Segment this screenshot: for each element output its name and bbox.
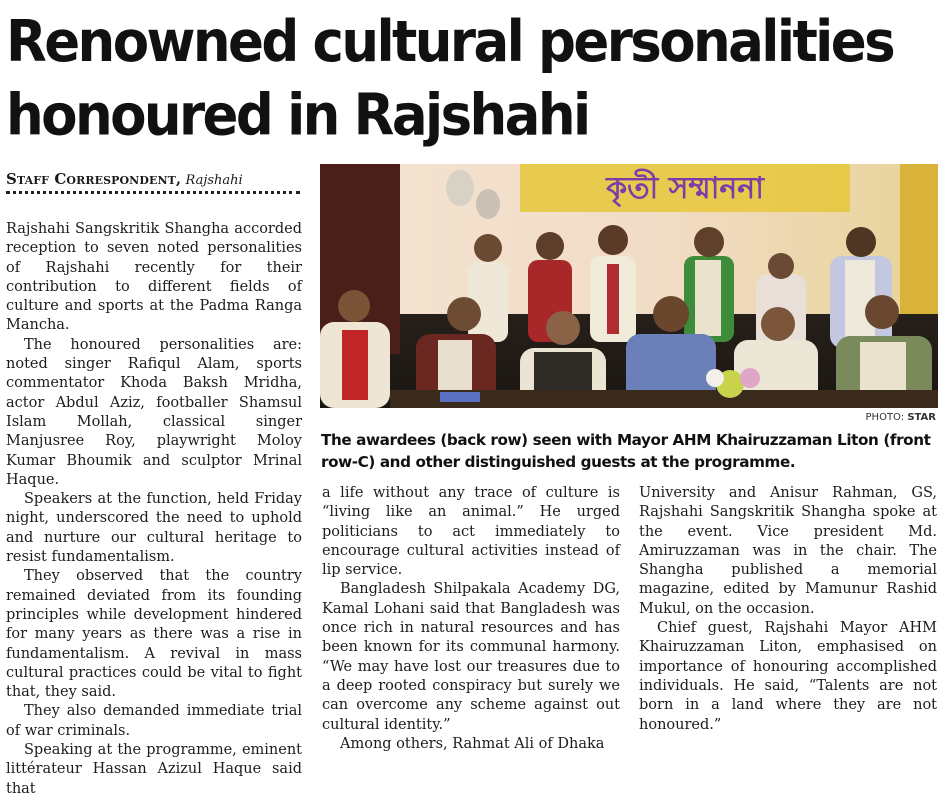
awardees-photo-illustration bbox=[320, 164, 938, 408]
paragraph: They observed that the country remained deviated from its founding principles while development hindered for many years as there was a rise in fundamentalism. A revival in mass cultural practices could be vital to fight that, they said. bbox=[6, 568, 302, 701]
column-2 bbox=[322, 484, 620, 752]
photo-credit-source: STAR bbox=[907, 412, 936, 423]
paragraph: Chief guest, Rajshahi Mayor AHM Khairuzzaman Liton, emphasised on importance of honouring accomplished individuals. He said, “Talents are not born in a land where they are not honoured.” bbox=[639, 620, 937, 733]
paragraph: Among others, Rahmat Ali of Dhaka bbox=[340, 735, 605, 752]
news-photo bbox=[320, 164, 938, 408]
paragraph: University and Anisur Rahman, GS, Rajshahi Sangskritik Shangha spoke at the event. Vice president Md. Amiruzzaman was in the chair. The Shangha published a memorial magazine, edited by Mamunur Rashid Mukul, on the occasion. bbox=[639, 485, 937, 617]
paragraph: The honoured personalities are: noted singer Rafiqul Alam, sports commentator Khoda Baksh Mridha, actor Abdul Aziz, footballer Shamsul Islam Mollah, classical singer Manjusree Roy, playwright Moloy Kumar Bhoumik and sculptor Mrinal Haque. bbox=[6, 336, 302, 488]
byline-location: Rajshahi bbox=[185, 173, 243, 188]
paragraph: Bangladesh Shilpakala Academy DG, Kamal Lohani said that Bangladesh was once rich in natural resources and has been known for its communal harmony. “We may have lost our treasures due to a deep rooted conspiracy but surely we can overcome any scheme against out cultural identity.” bbox=[322, 581, 620, 733]
photo-credit bbox=[866, 412, 936, 423]
paragraph: They also demanded immediate trial of war criminals. bbox=[6, 703, 302, 739]
photo-credit-label: PHOTO: bbox=[865, 412, 905, 423]
byline-divider bbox=[6, 191, 300, 194]
paragraph: Speakers at the function, held Friday night, underscored the need to uphold and nurture our cultural heritage to resist fundamentalism. bbox=[6, 491, 302, 566]
column-1 bbox=[6, 220, 302, 797]
column-3 bbox=[639, 484, 937, 733]
byline bbox=[6, 170, 306, 188]
banner-text: কৃতী সম্মাননা bbox=[606, 171, 764, 206]
byline-author: Staff Correspondent, bbox=[6, 170, 182, 188]
paragraph: Rajshahi Sangskritik Shangha accorded reception to seven noted personalities of Rajshahi recently for their contribution to different fields of culture and sports at the Padma Ranga Mancha. bbox=[6, 221, 302, 334]
photo-caption: The awardees (back row) seen with Mayor AHM Khairuzzaman Liton (front row-C) and other distinguished guests at the programme. bbox=[321, 431, 931, 471]
paragraph: Speaking at the programme, eminent littérateur Hassan Azizul Haque said that bbox=[6, 742, 302, 797]
headline: Renowned cultural personalities honoured in Rajshahi bbox=[6, 9, 894, 149]
paragraph: a life without any trace of culture is “living like an animal.” He urged politicians to act immediately to encourage cultural activities instead of lip service. bbox=[322, 485, 620, 579]
